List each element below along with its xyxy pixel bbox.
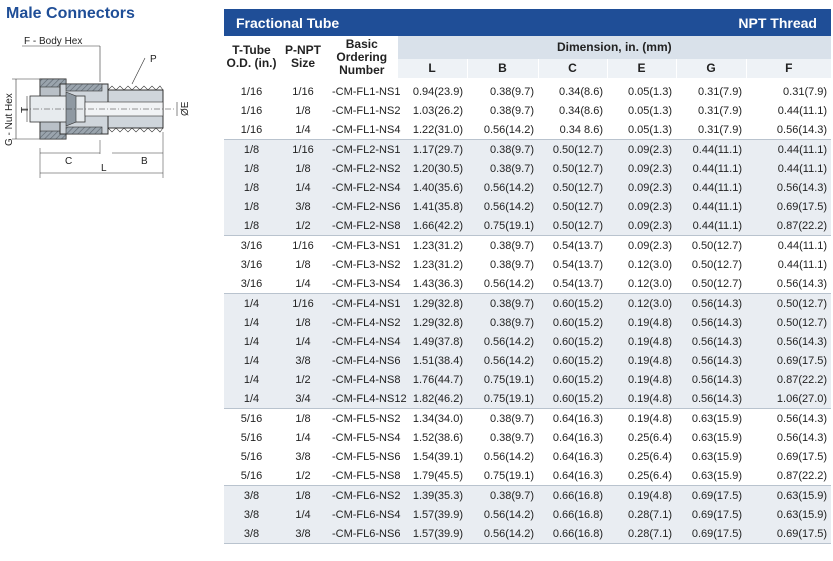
t-tube-cell: 1/4 <box>224 389 279 409</box>
dim-f-cell: 0.69(17.5) <box>746 447 831 466</box>
page-title: Male Connectors <box>6 5 135 22</box>
e-label: ØE <box>180 101 191 116</box>
header-dim-g: G <box>676 59 746 78</box>
p-npt-cell: 1/4 <box>279 274 327 294</box>
t-tube-cell: 5/16 <box>224 466 279 486</box>
dim-g-cell: 0.69(17.5) <box>676 505 746 524</box>
dim-l-cell: 1.17(29.7) <box>397 140 467 160</box>
dim-g-cell: 0.56(14.3) <box>676 294 746 314</box>
p-npt-cell: 1/4 <box>279 178 327 197</box>
dim-l-cell: 1.29(32.8) <box>397 294 467 314</box>
dim-c-cell: 0.60(15.2) <box>538 332 607 351</box>
ordering-number-cell: -CM-FL5-NS8 <box>327 466 397 486</box>
dim-c-cell: 0.54(13.7) <box>538 236 607 256</box>
dim-f-cell: 0.31(7.9) <box>746 82 831 101</box>
connector-table <box>224 36 831 544</box>
p-npt-cell: 1/4 <box>279 332 327 351</box>
dim-l-cell: 1.43(36.3) <box>397 274 467 294</box>
dim-f-cell: 0.56(14.3) <box>746 120 831 140</box>
p-label: P <box>150 54 157 65</box>
dim-l-cell: 1.57(39.9) <box>397 505 467 524</box>
dim-b-cell: 0.38(9.7) <box>467 236 538 256</box>
dim-g-cell: 0.31(7.9) <box>676 82 746 101</box>
dim-b-cell: 0.38(9.7) <box>467 313 538 332</box>
dim-g-cell: 0.69(17.5) <box>676 524 746 544</box>
dim-g-cell: 0.31(7.9) <box>676 120 746 140</box>
dim-f-cell: 0.44(11.1) <box>746 236 831 256</box>
ordering-number-cell: -CM-FL5-NS6 <box>327 447 397 466</box>
dim-b-cell: 0.56(14.2) <box>467 274 538 294</box>
ordering-number-cell: -CM-FL2-NS2 <box>327 159 397 178</box>
dim-f-cell: 0.56(14.3) <box>746 274 831 294</box>
dim-l-cell: 1.22(31.0) <box>397 120 467 140</box>
t-tube-cell: 1/4 <box>224 313 279 332</box>
dim-f-cell: 0.69(17.5) <box>746 351 831 370</box>
dim-f-cell: 0.69(17.5) <box>746 524 831 544</box>
dim-g-cell: 0.56(14.3) <box>676 370 746 389</box>
t-tube-cell: 3/8 <box>224 524 279 544</box>
header-dimension: Dimension, in. (mm) <box>397 36 831 59</box>
p-npt-cell: 1/2 <box>279 466 327 486</box>
dim-g-cell: 0.69(17.5) <box>676 486 746 506</box>
dim-f-cell: 0.50(12.7) <box>746 294 831 314</box>
dim-c-cell: 0.34(8.6) <box>538 82 607 101</box>
p-npt-cell: 1/4 <box>279 428 327 447</box>
dim-b-cell: 0.56(14.2) <box>467 447 538 466</box>
table-row <box>224 82 831 101</box>
dim-c-cell: 0.64(16.3) <box>538 409 607 429</box>
p-npt-cell: 1/8 <box>279 159 327 178</box>
dim-c-cell: 0.60(15.2) <box>538 294 607 314</box>
dim-l-cell: 1.54(39.1) <box>397 447 467 466</box>
ordering-number-cell: -CM-FL2-NS8 <box>327 216 397 236</box>
dim-l-cell: 1.66(42.2) <box>397 216 467 236</box>
dim-l-cell: 1.51(38.4) <box>397 351 467 370</box>
dim-c-cell: 0.66(16.8) <box>538 486 607 506</box>
dim-e-cell: 0.19(4.8) <box>607 313 676 332</box>
dim-b-cell: 0.38(9.7) <box>467 101 538 120</box>
t-tube-cell: 3/8 <box>224 486 279 506</box>
dim-b-cell: 0.56(14.2) <box>467 332 538 351</box>
dim-e-cell: 0.12(3.0) <box>607 294 676 314</box>
dim-e-cell: 0.05(1.3) <box>607 120 676 140</box>
header-t-tube: T-Tube O.D. (in.) <box>224 36 279 78</box>
dim-f-cell: 1.06(27.0) <box>746 389 831 409</box>
t-tube-cell: 1/4 <box>224 370 279 389</box>
body-hex-label: F - Body Hex <box>24 36 83 47</box>
p-npt-cell: 1/16 <box>279 82 327 101</box>
dim-g-cell: 0.50(12.7) <box>676 274 746 294</box>
dim-g-cell: 0.63(15.9) <box>676 428 746 447</box>
ordering-number-cell: -CM-FL2-NS4 <box>327 178 397 197</box>
dim-g-cell: 0.44(11.1) <box>676 140 746 160</box>
dim-l-cell: 0.94(23.9) <box>397 82 467 101</box>
table-banner <box>224 9 831 36</box>
dim-b-cell: 0.56(14.2) <box>467 197 538 216</box>
dim-e-cell: 0.25(6.4) <box>607 428 676 447</box>
dim-l-cell: 1.79(45.5) <box>397 466 467 486</box>
dim-e-cell: 0.19(4.8) <box>607 351 676 370</box>
dim-f-cell: 0.69(17.5) <box>746 197 831 216</box>
dim-b-cell: 0.56(14.2) <box>467 351 538 370</box>
dim-b-cell: 0.75(19.1) <box>467 466 538 486</box>
p-npt-cell: 1/16 <box>279 294 327 314</box>
t-tube-cell: 5/16 <box>224 447 279 466</box>
ordering-number-cell: -CM-FL1-NS2 <box>327 101 397 120</box>
p-npt-cell: 1/8 <box>279 255 327 274</box>
t-tube-cell: 3/16 <box>224 274 279 294</box>
dim-f-cell: 0.44(11.1) <box>746 255 831 274</box>
ordering-number-cell: -CM-FL1-NS1 <box>327 82 397 101</box>
b-label: B <box>141 156 148 167</box>
dim-l-cell: 1.40(35.6) <box>397 178 467 197</box>
dim-e-cell: 0.19(4.8) <box>607 409 676 429</box>
header-dim-b: B <box>467 59 538 78</box>
p-npt-cell: 3/8 <box>279 351 327 370</box>
ordering-number-cell: -CM-FL3-NS4 <box>327 274 397 294</box>
dim-g-cell: 0.56(14.3) <box>676 351 746 370</box>
t-tube-cell: 1/8 <box>224 197 279 216</box>
dim-g-cell: 0.44(11.1) <box>676 197 746 216</box>
dim-b-cell: 0.56(14.2) <box>467 505 538 524</box>
dim-f-cell: 0.44(11.1) <box>746 159 831 178</box>
dim-b-cell: 0.38(9.7) <box>467 428 538 447</box>
dim-b-cell: 0.56(14.2) <box>467 524 538 544</box>
ordering-number-cell: -CM-FL4-NS4 <box>327 332 397 351</box>
male-connector-diagram <box>0 36 220 186</box>
table-row <box>224 120 831 140</box>
ordering-number-cell: -CM-FL6-NS6 <box>327 524 397 544</box>
table-row <box>224 524 831 544</box>
t-tube-cell: 5/16 <box>224 409 279 429</box>
t-tube-cell: 1/4 <box>224 294 279 314</box>
dim-e-cell: 0.25(6.4) <box>607 447 676 466</box>
dim-c-cell: 0.50(12.7) <box>538 197 607 216</box>
dim-l-cell: 1.52(38.6) <box>397 428 467 447</box>
dim-l-cell: 1.82(46.2) <box>397 389 467 409</box>
table-body <box>224 78 831 544</box>
dim-e-cell: 0.09(2.3) <box>607 216 676 236</box>
dim-g-cell: 0.50(12.7) <box>676 236 746 256</box>
table-row <box>224 178 831 197</box>
dim-c-cell: 0.50(12.7) <box>538 178 607 197</box>
p-npt-cell: 1/2 <box>279 370 327 389</box>
p-npt-cell: 1/8 <box>279 486 327 506</box>
dim-g-cell: 0.44(11.1) <box>676 216 746 236</box>
ordering-number-cell: -CM-FL4-NS12 <box>327 389 397 409</box>
l-label: L <box>101 163 107 174</box>
dim-l-cell: 1.41(35.8) <box>397 197 467 216</box>
dim-e-cell: 0.19(4.8) <box>607 389 676 409</box>
table-row <box>224 274 831 294</box>
ordering-number-cell: -CM-FL4-NS6 <box>327 351 397 370</box>
dim-e-cell: 0.12(3.0) <box>607 255 676 274</box>
ordering-number-cell: -CM-FL5-NS2 <box>327 409 397 429</box>
dim-e-cell: 0.12(3.0) <box>607 274 676 294</box>
dim-e-cell: 0.05(1.3) <box>607 82 676 101</box>
dim-b-cell: 0.38(9.7) <box>467 159 538 178</box>
dim-c-cell: 0.60(15.2) <box>538 351 607 370</box>
header-p-npt: P-NPT Size <box>279 36 327 78</box>
dim-l-cell: 1.34(34.0) <box>397 409 467 429</box>
dim-b-cell: 0.56(14.2) <box>467 178 538 197</box>
table-row <box>224 197 831 216</box>
p-npt-cell: 3/4 <box>279 389 327 409</box>
dim-c-cell: 0.64(16.3) <box>538 428 607 447</box>
table-row <box>224 409 831 429</box>
table-row <box>224 332 831 351</box>
dim-e-cell: 0.09(2.3) <box>607 197 676 216</box>
table-row <box>224 389 831 409</box>
dim-g-cell: 0.56(14.3) <box>676 332 746 351</box>
dim-f-cell: 0.50(12.7) <box>746 313 831 332</box>
c-label: C <box>65 156 73 167</box>
dim-l-cell: 1.20(30.5) <box>397 159 467 178</box>
dim-c-cell: 0.60(15.2) <box>538 313 607 332</box>
ordering-number-cell: -CM-FL6-NS4 <box>327 505 397 524</box>
t-tube-cell: 1/16 <box>224 82 279 101</box>
t-tube-cell: 1/4 <box>224 332 279 351</box>
table-row <box>224 447 831 466</box>
dim-e-cell: 0.28(7.1) <box>607 524 676 544</box>
dim-g-cell: 0.50(12.7) <box>676 255 746 274</box>
dim-c-cell: 0.50(12.7) <box>538 216 607 236</box>
dim-e-cell: 0.09(2.3) <box>607 140 676 160</box>
p-npt-cell: 1/8 <box>279 409 327 429</box>
dim-c-cell: 0.66(16.8) <box>538 505 607 524</box>
dim-b-cell: 0.38(9.7) <box>467 294 538 314</box>
dim-l-cell: 1.29(32.8) <box>397 313 467 332</box>
t-tube-cell: 3/8 <box>224 505 279 524</box>
dim-c-cell: 0.60(15.2) <box>538 389 607 409</box>
ordering-number-cell: -CM-FL3-NS1 <box>327 236 397 256</box>
dim-f-cell: 0.44(11.1) <box>746 140 831 160</box>
dim-e-cell: 0.05(1.3) <box>607 101 676 120</box>
header-dim-c: C <box>538 59 607 78</box>
dim-c-cell: 0.34(8.6) <box>538 101 607 120</box>
dim-c-cell: 0.66(16.8) <box>538 524 607 544</box>
dim-b-cell: 0.75(19.1) <box>467 389 538 409</box>
dim-c-cell: 0.60(15.2) <box>538 370 607 389</box>
t-tube-cell: 1/4 <box>224 351 279 370</box>
dimension-table <box>224 9 831 544</box>
dim-c-cell: 0.54(13.7) <box>538 255 607 274</box>
ordering-number-cell: -CM-FL2-NS1 <box>327 140 397 160</box>
dim-c-cell: 0.54(13.7) <box>538 274 607 294</box>
dim-l-cell: 1.23(31.2) <box>397 255 467 274</box>
dim-l-cell: 1.57(39.9) <box>397 524 467 544</box>
p-npt-cell: 3/8 <box>279 524 327 544</box>
dim-g-cell: 0.63(15.9) <box>676 466 746 486</box>
dim-f-cell: 0.56(14.3) <box>746 409 831 429</box>
dim-c-cell: 0.64(16.3) <box>538 466 607 486</box>
dim-g-cell: 0.63(15.9) <box>676 447 746 466</box>
dim-e-cell: 0.09(2.3) <box>607 159 676 178</box>
table-row <box>224 101 831 120</box>
nut-hex-label: G - Nut Hex <box>4 93 15 146</box>
t-tube-cell: 1/8 <box>224 216 279 236</box>
table-row <box>224 505 831 524</box>
t-tube-cell: 1/8 <box>224 140 279 160</box>
table-row <box>224 428 831 447</box>
t-tube-cell: 3/16 <box>224 236 279 256</box>
dim-f-cell: 0.87(22.2) <box>746 370 831 389</box>
dim-f-cell: 0.63(15.9) <box>746 486 831 506</box>
dim-f-cell: 0.56(14.3) <box>746 332 831 351</box>
dim-b-cell: 0.38(9.7) <box>467 140 538 160</box>
dim-e-cell: 0.19(4.8) <box>607 332 676 351</box>
dim-c-cell: 0.64(16.3) <box>538 447 607 466</box>
dim-g-cell: 0.56(14.3) <box>676 313 746 332</box>
table-row <box>224 216 831 236</box>
t-tube-cell: 5/16 <box>224 428 279 447</box>
dim-f-cell: 0.87(22.2) <box>746 466 831 486</box>
table-row <box>224 370 831 389</box>
dim-b-cell: 0.75(19.1) <box>467 216 538 236</box>
p-npt-cell: 1/8 <box>279 313 327 332</box>
table-row <box>224 466 831 486</box>
ordering-number-cell: -CM-FL4-NS8 <box>327 370 397 389</box>
dim-b-cell: 0.38(9.7) <box>467 255 538 274</box>
t-tube-cell: 3/16 <box>224 255 279 274</box>
dim-b-cell: 0.56(14.2) <box>467 120 538 140</box>
p-npt-cell: 1/8 <box>279 101 327 120</box>
dim-g-cell: 0.44(11.1) <box>676 159 746 178</box>
header-dim-e: E <box>607 59 676 78</box>
p-npt-cell: 1/16 <box>279 140 327 160</box>
p-npt-cell: 1/2 <box>279 216 327 236</box>
t-tube-cell: 1/8 <box>224 159 279 178</box>
table-row <box>224 236 831 256</box>
header-dim-f: F <box>746 59 831 78</box>
table-row <box>224 159 831 178</box>
dim-b-cell: 0.75(19.1) <box>467 370 538 389</box>
t-label: T <box>20 106 31 113</box>
dim-e-cell: 0.09(2.3) <box>607 236 676 256</box>
dim-f-cell: 0.56(14.3) <box>746 178 831 197</box>
table-row <box>224 313 831 332</box>
p-npt-cell: 3/8 <box>279 447 327 466</box>
dim-c-cell: 0.50(12.7) <box>538 140 607 160</box>
dim-g-cell: 0.44(11.1) <box>676 178 746 197</box>
banner-left: Fractional Tube <box>236 14 340 31</box>
dim-b-cell: 0.38(9.7) <box>467 82 538 101</box>
p-npt-cell: 1/4 <box>279 505 327 524</box>
dim-e-cell: 0.25(6.4) <box>607 466 676 486</box>
dim-l-cell: 1.76(44.7) <box>397 370 467 389</box>
dim-l-cell: 1.23(31.2) <box>397 236 467 256</box>
ordering-number-cell: -CM-FL3-NS2 <box>327 255 397 274</box>
t-tube-cell: 1/8 <box>224 178 279 197</box>
ordering-number-cell: -CM-FL4-NS2 <box>327 313 397 332</box>
dim-c-cell: 0.34 8.6) <box>538 120 607 140</box>
dim-e-cell: 0.09(2.3) <box>607 178 676 197</box>
table-row <box>224 255 831 274</box>
header-dim-l: L <box>397 59 467 78</box>
table-row <box>224 294 831 314</box>
ordering-number-cell: -CM-FL5-NS4 <box>327 428 397 447</box>
ordering-number-cell: -CM-FL6-NS2 <box>327 486 397 506</box>
p-npt-cell: 3/8 <box>279 197 327 216</box>
dim-b-cell: 0.38(9.7) <box>467 486 538 506</box>
table-row <box>224 486 831 506</box>
dim-e-cell: 0.19(4.8) <box>607 486 676 506</box>
dim-c-cell: 0.50(12.7) <box>538 159 607 178</box>
ordering-number-cell: -CM-FL4-NS1 <box>327 294 397 314</box>
dim-f-cell: 0.63(15.9) <box>746 505 831 524</box>
t-tube-cell: 1/16 <box>224 101 279 120</box>
dim-g-cell: 0.56(14.3) <box>676 389 746 409</box>
t-tube-cell: 1/16 <box>224 120 279 140</box>
dim-f-cell: 0.44(11.1) <box>746 101 831 120</box>
dim-b-cell: 0.38(9.7) <box>467 409 538 429</box>
banner-right: NPT Thread <box>738 14 817 31</box>
dim-e-cell: 0.28(7.1) <box>607 505 676 524</box>
ordering-number-cell: -CM-FL1-NS4 <box>327 120 397 140</box>
dim-l-cell: 1.03(26.2) <box>397 101 467 120</box>
ordering-number-cell: -CM-FL2-NS6 <box>327 197 397 216</box>
p-npt-cell: 1/4 <box>279 120 327 140</box>
p-npt-cell: 1/16 <box>279 236 327 256</box>
dim-e-cell: 0.19(4.8) <box>607 370 676 389</box>
dim-f-cell: 0.56(14.3) <box>746 428 831 447</box>
dim-l-cell: 1.39(35.3) <box>397 486 467 506</box>
header-basic-ordering: Basic Ordering Number <box>327 36 397 78</box>
table-row <box>224 351 831 370</box>
dim-g-cell: 0.31(7.9) <box>676 101 746 120</box>
dim-f-cell: 0.87(22.2) <box>746 216 831 236</box>
dim-l-cell: 1.49(37.8) <box>397 332 467 351</box>
dim-g-cell: 0.63(15.9) <box>676 409 746 429</box>
table-row <box>224 140 831 160</box>
